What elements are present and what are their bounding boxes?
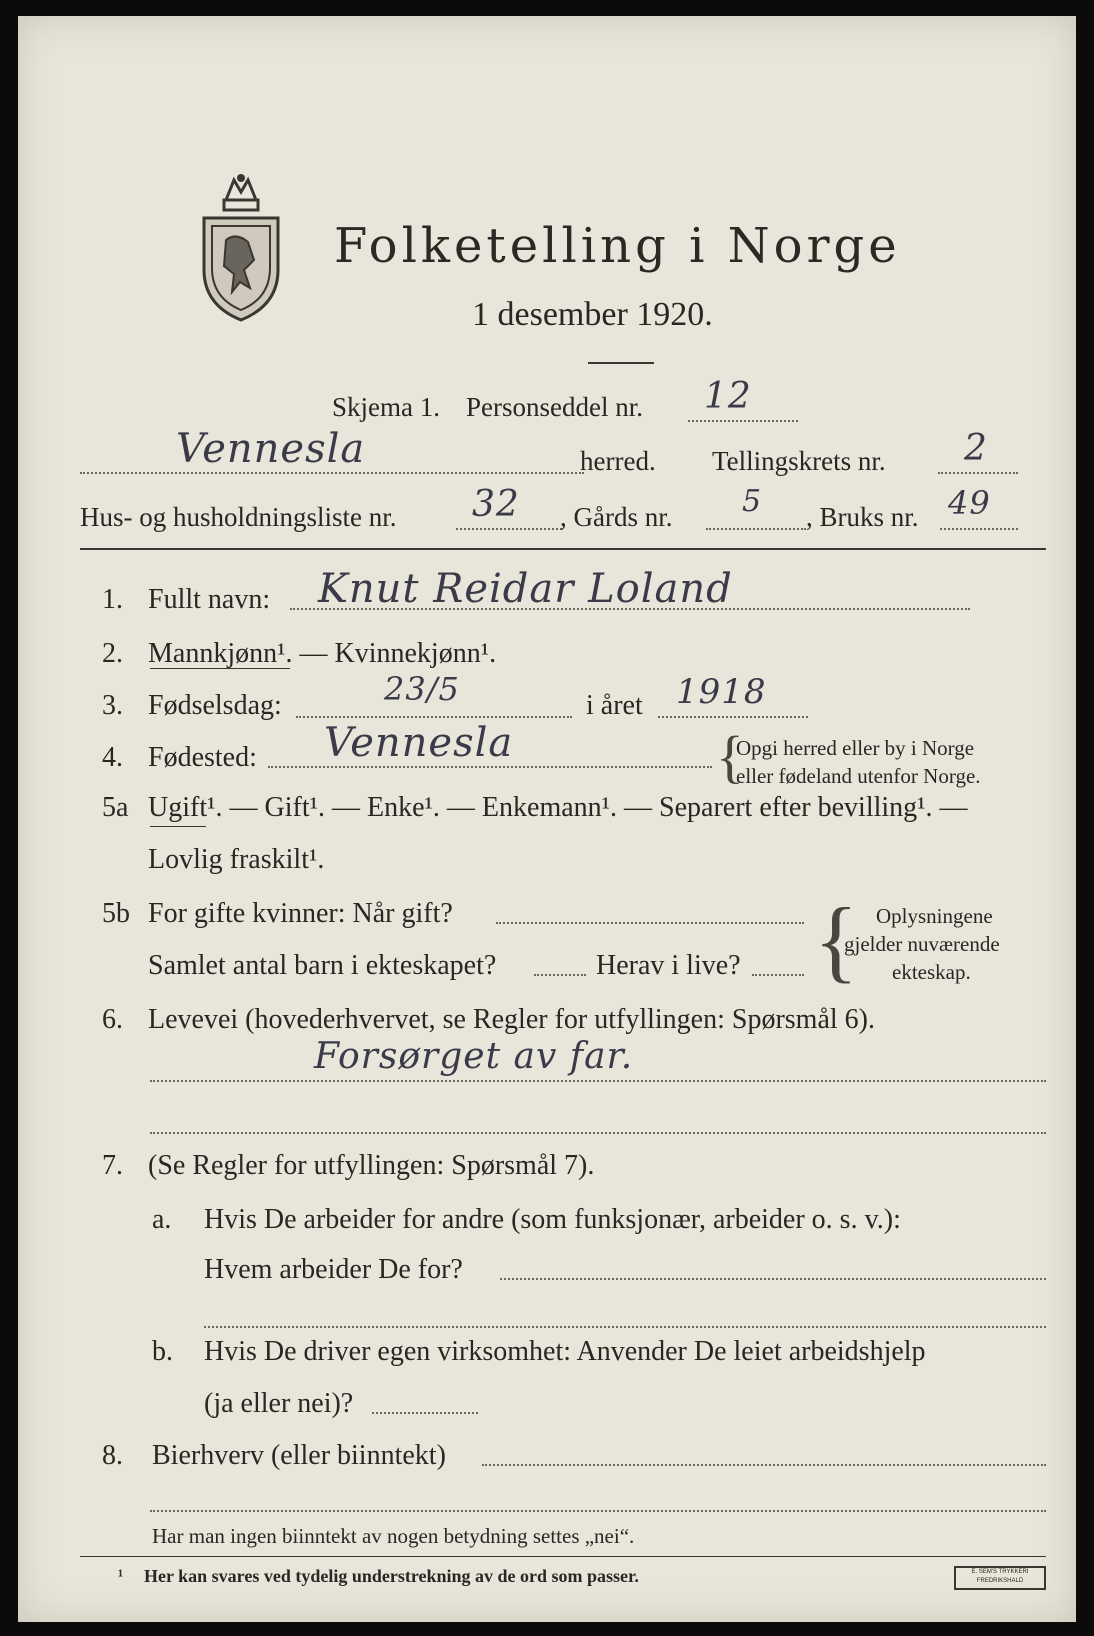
marital-status-options: Ugift¹. — Gift¹. — Enke¹. — Enkemann¹. — Separert efter bevilling¹. —	[148, 792, 968, 823]
q4-number: 4.	[102, 742, 123, 773]
side-income-field-2[interactable]	[150, 1510, 1046, 1512]
marital-status-options-2: Lovlig fraskilt¹.	[148, 844, 325, 875]
birthplace-note-1: Opgi herred eller by i Norge	[736, 736, 975, 760]
q1-label: Fullt navn:	[148, 584, 271, 615]
bruks-field[interactable]	[940, 528, 1018, 530]
q7-number: 7.	[102, 1150, 123, 1181]
married-when-label: For gifte kvinner: Når gift?	[148, 898, 453, 929]
herred-value: Vennesla	[176, 426, 366, 472]
q2-number: 2.	[102, 638, 123, 669]
employer-field-2[interactable]	[204, 1326, 1046, 1328]
bruks-value: 49	[948, 484, 991, 522]
marriage-note-1: Oplysningene	[876, 904, 993, 928]
gards-value: 5	[742, 484, 763, 519]
personseddel-field[interactable]	[688, 420, 798, 422]
q2-label: Mannkjønn¹. — Kvinnekjønn¹.	[148, 638, 497, 669]
birthplace-note-2: eller fødeland utenfor Norge.	[736, 764, 981, 788]
herred-label: herred.	[580, 446, 656, 476]
children-alive-field[interactable]	[752, 974, 804, 976]
coat-of-arms-icon	[196, 170, 286, 330]
form-title: Folketelling i Norge	[334, 218, 901, 274]
side-income-label: Bierhverv (eller biinntekt)	[152, 1440, 446, 1471]
q7a-line-1: Hvis De arbeider for andre (som funksjonær, arbeider o. s. v.):	[204, 1204, 901, 1235]
occupation-field[interactable]	[150, 1080, 1046, 1082]
census-date: 1 desember 1920.	[472, 296, 713, 333]
footnote: Her kan svares ved tydelig understrekning av de ord som passer.	[144, 1566, 639, 1586]
hired-help-label: (ja eller nei)?	[204, 1388, 354, 1419]
side-income-field[interactable]	[482, 1464, 1046, 1466]
occupation-field-2[interactable]	[150, 1132, 1046, 1134]
side-income-note: Har man ingen biinntekt av nogen betydning settes „nei“.	[152, 1524, 635, 1548]
q5b-number: 5b	[102, 898, 130, 929]
personseddel-value: 12	[704, 376, 752, 417]
tellingskrets-label: Tellingskrets nr.	[712, 446, 886, 476]
gards-label: , Gårds nr.	[560, 502, 673, 532]
footnote-mark: ¹	[118, 1566, 124, 1585]
q7b-number: b.	[152, 1336, 173, 1367]
birth-year-field[interactable]	[658, 716, 808, 718]
hus-field[interactable]	[456, 528, 562, 530]
year-label: i året	[586, 690, 643, 721]
q8-number: 8.	[102, 1440, 123, 1471]
printer-mark: E. SEM'S TRYKKERI FREDRIKSHALD	[954, 1566, 1046, 1590]
gards-field[interactable]	[706, 528, 806, 530]
married-when-field[interactable]	[496, 922, 804, 924]
q3-number: 3.	[102, 690, 123, 721]
birthplace-brace: {	[716, 724, 744, 789]
q1-number: 1.	[102, 584, 123, 615]
occupation-value: Forsørget av far.	[314, 1036, 634, 1077]
hired-help-field[interactable]	[372, 1412, 478, 1414]
birthday-value: 23/5	[384, 670, 460, 708]
bruks-label: , Bruks nr.	[806, 502, 919, 532]
hus-value: 32	[472, 484, 520, 525]
birth-year-value: 1918	[676, 672, 767, 712]
hus-label: Hus- og husholdningsliste nr.	[80, 502, 397, 532]
personseddel-label: Personseddel nr.	[466, 392, 643, 422]
birthday-field[interactable]	[296, 716, 572, 718]
title-divider	[588, 362, 654, 364]
q6-number: 6.	[102, 1004, 123, 1035]
employer-field[interactable]	[500, 1278, 1046, 1280]
q5a-number: 5a	[102, 792, 129, 823]
q7a-number: a.	[152, 1204, 172, 1235]
marriage-brace: {	[814, 889, 859, 991]
employer-label: Hvem arbeider De for?	[204, 1254, 463, 1285]
children-count-field[interactable]	[534, 974, 586, 976]
tellingskrets-value: 2	[964, 428, 988, 469]
q4-label: Fødested:	[148, 742, 257, 773]
header-divider	[80, 548, 1046, 550]
q7-label: (Se Regler for utfyllingen: Spørsmål 7).	[148, 1150, 595, 1181]
q7b-line-1: Hvis De driver egen virksomhet: Anvender De leiet arbeidshjelp	[204, 1336, 926, 1367]
birthplace-field[interactable]	[268, 766, 712, 768]
marriage-note-3: ekteskap.	[892, 960, 971, 984]
children-count-label: Samlet antal barn i ekteskapet?	[148, 950, 497, 981]
occupation-label: Levevei (hovederhvervet, se Regler for utfyllingen: Spørsmål 6).	[148, 1004, 875, 1035]
herred-field[interactable]	[80, 472, 584, 474]
birthplace-value: Vennesla	[324, 720, 514, 766]
q3-label: Fødselsdag:	[148, 690, 282, 721]
full-name-value: Knut Reidar Loland	[318, 566, 733, 612]
mannkjonn-underline	[150, 668, 290, 669]
marriage-note-2: gjelder nuværende	[844, 932, 1000, 956]
tellingskrets-field[interactable]	[938, 472, 1018, 474]
schema-label: Skjema 1.	[332, 392, 440, 422]
footer-divider	[80, 1556, 1046, 1557]
ugift-underline	[150, 826, 206, 827]
children-alive-label: Herav i live?	[596, 950, 741, 981]
